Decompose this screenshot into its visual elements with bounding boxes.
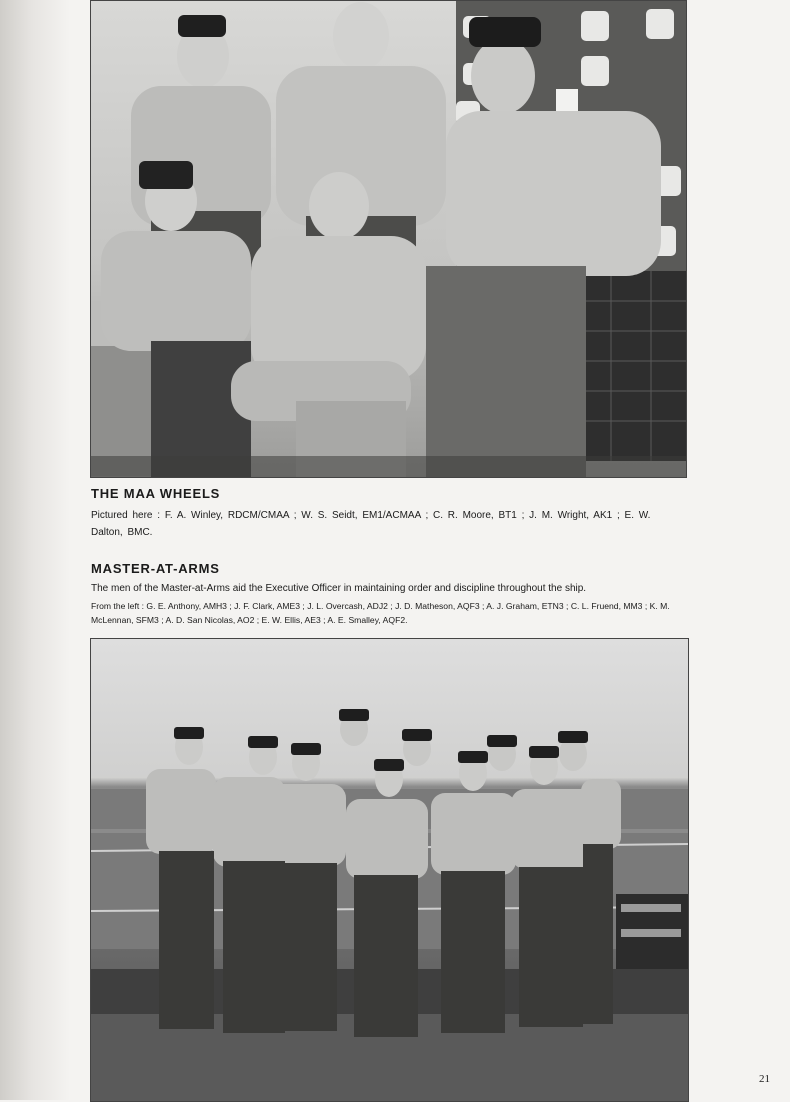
maa-wheels-photo-art <box>91 1 686 477</box>
master-at-arms-heading: MASTER-AT-ARMS <box>91 561 220 576</box>
master-at-arms-names: From the left : G. E. Anthony, AMH3 ; J. F. Clark, AME3 ; J. L. Overcash, ADJ2 ; J. D. Matheson, AQF3 ; A. J. Graham, ETN3 ; C. L. Fruend, MM3 ; K. M. McLennan, SFM3 ; A. D. San Nicolas, AO2 ; E. W. Ellis, AE3 ; A. E. Smalley, AQF2. <box>91 601 670 625</box>
master-at-arms-intro: The men of the Master-at-Arms aid the Executive Officer in maintaining order and discipline throughout the ship. <box>91 583 587 594</box>
master-at-arms-photo <box>90 638 689 1102</box>
page-number: 21 <box>759 1073 770 1085</box>
maa-wheels-caption: Pictured here : F. A. Winley, RDCM/CMAA ; W. S. Seidt, EM1/ACMAA ; C. R. Moore, BT1 ; J. M. Wright, AK1 ; E. W. Dalton, BMC. <box>91 510 651 538</box>
page-gutter <box>0 0 70 1100</box>
master-at-arms-photo-art <box>91 639 688 1101</box>
maa-wheels-photo <box>90 0 687 478</box>
maa-wheels-heading: THE MAA WHEELS <box>91 486 221 501</box>
